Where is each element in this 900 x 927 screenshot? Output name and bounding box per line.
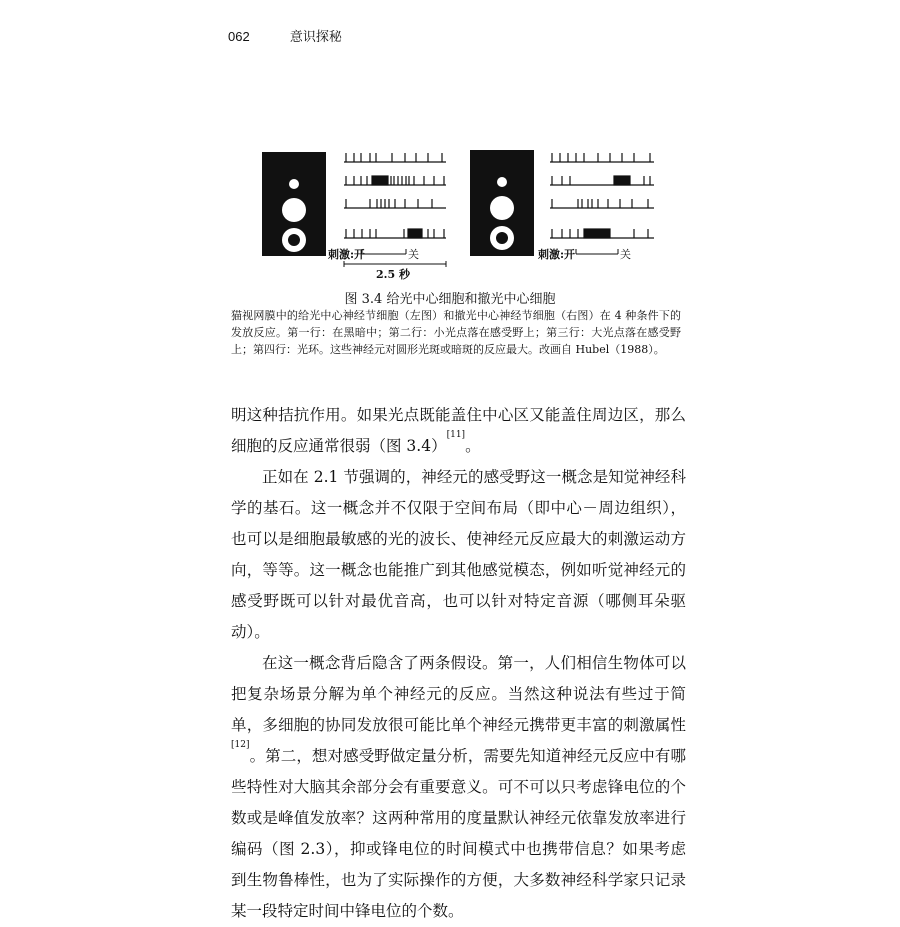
paragraph-2: 正如在 2.1 节强调的，神经元的感受野这一概念是知觉神经科学的基石。这一概念并不仅限于空间布局（即中心－周边组织），也可以是细胞最敏感的光的波长、使神经元反应最大的刺激运动方向，等等。这一概念也能推广到其他感觉模态，例如听觉神经元的感受野既可以针对最优音高，也可以针对特定音源（哪侧耳朵驱动）。: [231, 468, 686, 641]
body-text: [231, 400, 686, 927]
time-scale-bar: [344, 261, 446, 267]
left-stimulus-label: 刺激:开: [328, 248, 366, 261]
left-stimulus-marker: [362, 249, 406, 254]
figure-title: 图 3.4 给光中心细胞和撤光中心细胞: [344, 292, 556, 307]
page-header: [228, 26, 342, 45]
right-off-label: 关: [620, 248, 631, 261]
right-stimulus-marker: [576, 249, 618, 254]
time-scale-label: 2.5 秒: [376, 268, 410, 281]
right-stimulus-label: 刺激:开: [538, 248, 576, 261]
page-number: 062: [228, 29, 250, 44]
right-spike-trains: [550, 153, 654, 238]
figure-caption: 猫视网膜中的给光中心神经节细胞（左图）和撤光中心神经节细胞（右图）在 4 种条件下的发放反应。第一行：在黑暗中；第二行：小光点落在感受野上；第三行：大光点落在感受野上；第四行：光环。这些神经元对圆形光斑或暗斑的反应最大。改画自 Hubel（1988）。: [231, 309, 681, 356]
right-small-spot-icon: [497, 177, 507, 187]
citation-12: [12]: [231, 740, 250, 750]
paragraph-3: 在这一概念背后隐含了两条假设。第一，人们相信生物体可以把复杂场景分解为单个神经元的反应。当然这种说法有些过于简单，多细胞的协同发放很可能比单个神经元携带更丰富的刺激属性[12]。第二，想对感受野做定量分析，需要先知道神经元反应中有哪些特性对大脑其余部分会有重要意义。可不可以只考虑锋电位的个数或是峰值发放率？这两种常用的度量默认神经元依靠发放率进行编码（图 2.3），抑或锋电位的时间模式中也携带信息？如果考虑到生物鲁棒性，也为了实际操作的方便，大多数神经科学家只记录某一段特定时间中锋电位的个数。: [231, 654, 686, 920]
book-title: 意识探秘: [289, 30, 342, 45]
left-off-label: 关: [408, 248, 419, 261]
citation-11: [11]: [446, 430, 466, 440]
left-spike-trains: [344, 153, 446, 238]
paragraph-1: 明这种拮抗作用。如果光点既能盖住中心区又能盖住周边区，那么细胞的反应通常很弱（图 3.4）[11]。: [231, 406, 686, 455]
right-large-spot-icon: [490, 196, 514, 220]
figure-3-4: [258, 146, 658, 286]
left-small-spot-icon: [289, 179, 299, 189]
left-large-spot-icon: [282, 198, 306, 222]
